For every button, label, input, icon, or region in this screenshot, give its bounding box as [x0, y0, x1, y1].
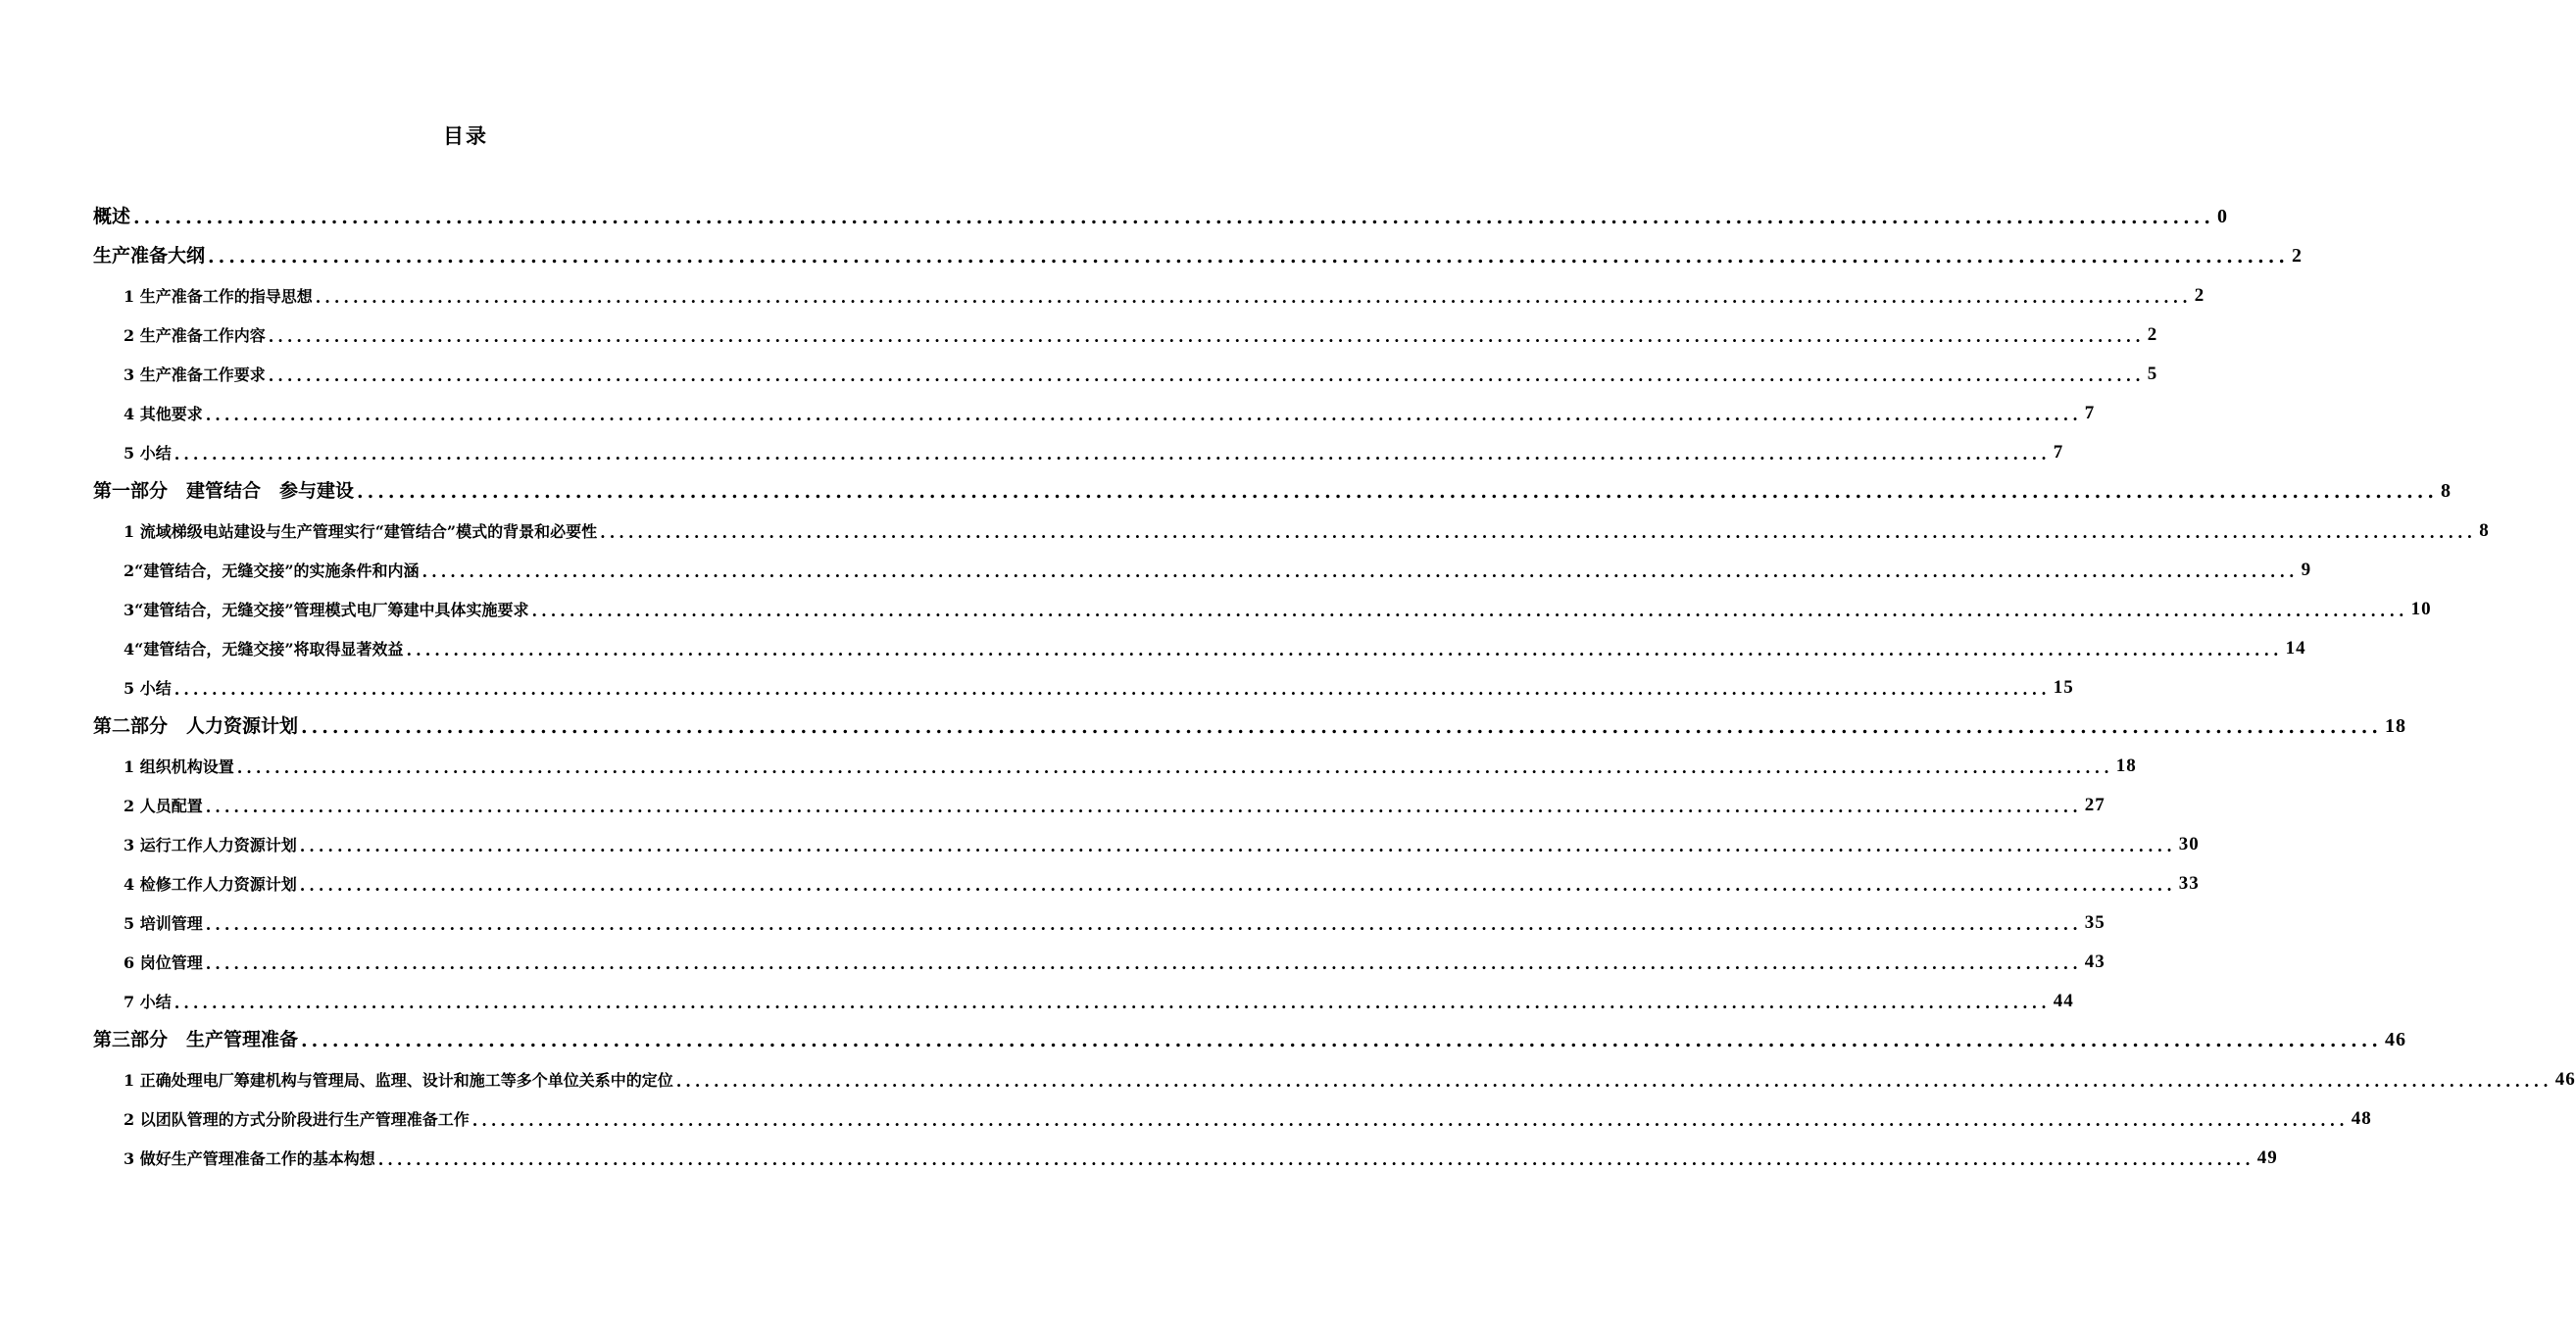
toc-entry-label: 1 流域梯级电站建设与生产管理实行“建管结合”模式的背景和必要性: [124, 522, 598, 541]
toc-entry-label: 4 检修工作人力资源计划: [124, 875, 297, 894]
toc-entry-label: 第一部分 建管结合 参与建设: [93, 480, 355, 502]
toc-section-entry[interactable]: [124, 1136, 2278, 1175]
toc-dot-leader: ........................................................................................................................................................................................................: [236, 758, 2113, 777]
toc-page-number: 46: [2384, 1029, 2406, 1050]
toc-page-number: 2: [2194, 285, 2205, 306]
toc-dot-leader: ........................................................................................................................................................................................................: [675, 1072, 2552, 1091]
toc-page-number: 8: [2479, 520, 2490, 541]
toc-dot-leader: ........................................................................................................................................................................................................: [299, 876, 2176, 895]
toc-dot-leader: ........................................................................................................................................................................................................: [299, 837, 2176, 855]
toc-dot-leader: ........................................................................................................................................................................................................: [205, 406, 2082, 424]
toc-page-number: 35: [2084, 912, 2105, 933]
toc-section-entry[interactable]: [124, 744, 2137, 783]
toc-entry-label: 生产准备大纲: [93, 245, 206, 267]
toc-page-number: 49: [2256, 1147, 2278, 1168]
toc-entry-label: 2 生产准备工作内容: [124, 326, 266, 345]
toc-chapter-entry[interactable]: [93, 234, 2303, 273]
toc-page-number: 0: [2216, 206, 2228, 227]
toc-dot-leader: ........................................................................................................................................................................................................: [173, 680, 2051, 699]
toc-dot-leader: ........................................................................................................................................................................................................: [205, 915, 2082, 934]
toc-dot-leader: ........................................................................................................................................................................................................: [205, 954, 2082, 973]
toc-section-entry[interactable]: [124, 352, 2158, 391]
toc-entry-label: 2 人员配置: [124, 797, 203, 815]
toc-section-entry[interactable]: [124, 1097, 2372, 1136]
toc-entry-label: 1 组织机构设置: [124, 757, 234, 776]
toc-page-number: 9: [2301, 560, 2312, 580]
toc-dot-leader: ........................................................................................................................................................................................................: [133, 207, 2214, 228]
toc-section-entry[interactable]: [124, 391, 2096, 430]
toc-entry-label: 1 正确处理电厂筹建机构与管理局、监理、设计和施工等多个单位关系中的定位: [124, 1071, 673, 1090]
toc-dot-leader: ........................................................................................................................................................................................................: [315, 288, 2192, 307]
toc-entry-label: 2 以团队管理的方式分阶段进行生产管理准备工作: [124, 1110, 470, 1129]
toc-section-entry[interactable]: [124, 1057, 2576, 1097]
toc-chapter-entry[interactable]: [93, 195, 2228, 234]
toc-page-number: 44: [2053, 991, 2074, 1011]
toc-dot-leader: ........................................................................................................................................................................................................: [377, 1150, 2254, 1169]
toc-page-number: 43: [2084, 951, 2105, 972]
toc-section-entry[interactable]: [124, 273, 2205, 313]
toc-entry-label: 3 做好生产管理准备工作的基本构想: [124, 1149, 375, 1168]
toc-page-number: 8: [2440, 480, 2452, 502]
toc-dot-leader: ........................................................................................................................................................................................................: [173, 994, 2051, 1012]
toc-entry-label: 5 小结: [124, 679, 172, 698]
toc-page-number: 15: [2053, 677, 2074, 698]
page-title: 目录: [443, 123, 488, 148]
toc-section-entry[interactable]: [124, 626, 2306, 665]
toc-entry-label: 第三部分 生产管理准备: [93, 1029, 299, 1050]
toc-dot-leader: ........................................................................................................................................................................................................: [421, 562, 2299, 581]
toc-chapter-entry[interactable]: [93, 469, 2452, 509]
toc-section-entry[interactable]: [124, 901, 2105, 940]
toc-entry-label: 概述: [93, 206, 131, 227]
toc-section-entry[interactable]: [124, 783, 2105, 822]
toc-entry-label: 5 培训管理: [124, 914, 203, 933]
toc-section-entry[interactable]: [124, 822, 2200, 861]
toc-page-number: 18: [2384, 715, 2406, 737]
toc-entry-label: 1 生产准备工作的指导思想: [124, 287, 313, 306]
toc-entry-label: 第二部分 人力资源计划: [93, 715, 299, 737]
toc-section-entry[interactable]: [124, 548, 2312, 587]
toc-section-entry[interactable]: [124, 587, 2432, 626]
toc-chapter-entry[interactable]: [93, 705, 2406, 744]
toc-page-number: 18: [2115, 756, 2137, 776]
toc-chapter-entry[interactable]: [93, 1018, 2406, 1057]
toc-entry-label: 5 小结: [124, 444, 172, 463]
toc-page-number: 2: [2147, 324, 2158, 345]
toc-dot-leader: ........................................................................................................................................................................................................: [173, 445, 2051, 463]
toc-section-entry[interactable]: [124, 979, 2074, 1018]
toc-section-entry[interactable]: [124, 430, 2064, 469]
toc-section-entry[interactable]: [124, 940, 2105, 979]
toc-page-number: 48: [2351, 1108, 2372, 1129]
toc-dot-leader: ........................................................................................................................................................................................................: [301, 716, 2382, 738]
toc-section-entry[interactable]: [124, 665, 2074, 705]
toc-dot-leader: ........................................................................................................................................................................................................: [268, 366, 2145, 385]
toc-entry-label: 7 小结: [124, 993, 172, 1011]
toc-page-number: 14: [2285, 638, 2306, 658]
toc-dot-leader: ........................................................................................................................................................................................................: [600, 523, 2477, 542]
toc-dot-leader: ........................................................................................................................................................................................................: [205, 798, 2082, 816]
toc-dot-leader: ........................................................................................................................................................................................................: [531, 602, 2408, 620]
toc-dot-leader: ........................................................................................................................................................................................................: [301, 1030, 2382, 1051]
toc-page-number: 27: [2084, 795, 2105, 815]
toc-page-number: 2: [2291, 245, 2303, 267]
toc-dot-leader: ........................................................................................................................................................................................................: [268, 327, 2145, 346]
toc-page-number: 7: [2084, 403, 2096, 423]
toc-entry-label: 3“建管结合，无缝交接”管理模式电厂筹建中具体实施要求: [124, 601, 529, 619]
toc-entry-label: 3 生产准备工作要求: [124, 366, 266, 384]
toc-entry-label: 2“建管结合，无缝交接”的实施条件和内涵: [124, 561, 420, 580]
toc-page-number: 46: [2554, 1069, 2576, 1090]
toc-dot-leader: ........................................................................................................................................................................................................: [208, 246, 2289, 268]
toc-page-number: 30: [2178, 834, 2200, 854]
toc-entry-label: 3 运行工作人力资源计划: [124, 836, 297, 854]
toc-page-number: 7: [2053, 442, 2064, 463]
toc-page-number: 10: [2410, 599, 2432, 619]
toc-page-number: 5: [2147, 364, 2158, 384]
toc-dot-leader: ........................................................................................................................................................................................................: [357, 481, 2438, 503]
toc-page-number: 33: [2178, 873, 2200, 894]
toc-section-entry[interactable]: [124, 861, 2200, 901]
table-of-contents: [0, 195, 2576, 1175]
toc-entry-label: 4“建管结合，无缝交接”将取得显著效益: [124, 640, 404, 658]
toc-entry-label: 6 岗位管理: [124, 953, 203, 972]
toc-entry-label: 4 其他要求: [124, 405, 203, 423]
toc-section-entry[interactable]: [124, 509, 2490, 548]
toc-section-entry[interactable]: [124, 313, 2158, 352]
toc-dot-leader: ........................................................................................................................................................................................................: [406, 641, 2283, 659]
toc-dot-leader: ........................................................................................................................................................................................................: [471, 1111, 2349, 1130]
